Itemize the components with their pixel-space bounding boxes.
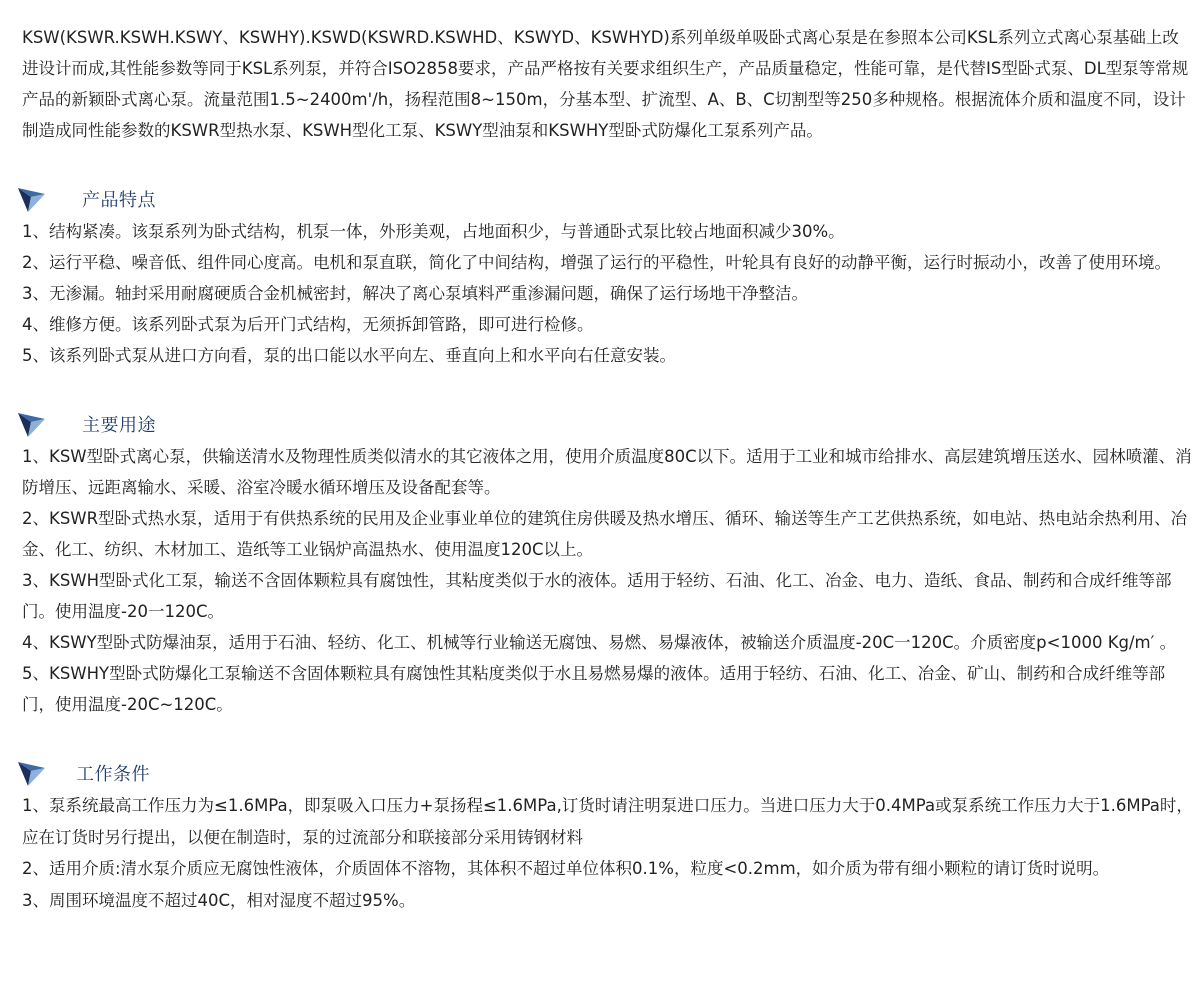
- list-item: 3、KSWH型卧式化工泵，输送不含固体颗粒具有腐蚀性，其粘度类似于水的液体。适用于轻纺、石油、化工、冶金、电力、造纸、食品、制药和合成纤维等部门。使用温度-20一120C。: [22, 571, 1172, 621]
- list-item: 2、KSWR型卧式热水泵，适用于有供热系统的民用及企业事业单位的建筑住房供暖及热水增压、循环、输送等生产工艺供热系统，如电站、热电站余热利用、冶金、化工、纺织、木材加工、造纸等工业锅炉高温热水、使用温度120C以上。: [22, 509, 1188, 559]
- list-item: 4、维修方便。该系列卧式泵为后开门式结构，无须拆卸管路，即可进行检修。: [22, 315, 594, 334]
- features-list: [22, 216, 1194, 371]
- arrow-pointer-icon: [16, 409, 46, 439]
- list-item: 1、泵系统最高工作压力为≤1.6MPa，即泵吸入口压力+泵扬程≤1.6MPa,订货时请注明泵进口压力。当进口压力大于0.4MPa或泵系统工作压力大于1.6MPa时，应在订货时另行提出，以便在制造时，泵的过流部分和联接部分采用铸钢材料: [22, 796, 1193, 847]
- section-title-features: 产品特点: [82, 190, 156, 211]
- list-item: 3、无渗漏。轴封采用耐腐硬质合金机械密封，解决了离心泵填料严重渗漏问题，确保了运行场地干净整洁。: [22, 284, 808, 303]
- list-item: 2、适用介质:清水泵介质应无腐蚀性液体，介质固体不溶物，其体积不超过单位体积0.1%，粒度<0.2mm，如介质为带有细小颗粒的请订货时说明。: [22, 859, 1110, 878]
- list-item: 1、KSW型卧式离心泵，供输送清水及物理性质类似清水的其它液体之用，使用介质温度80C以下。适用于工业和城市给排水、高层建筑增压送水、园林喷灌、消防增压、远距离输水、采暖、浴室冷暖水循环增压及设备配套等。: [22, 447, 1192, 497]
- list-item: 2、运行平稳、噪音低、组件同心度高。电机和泵直联，简化了中间结构，增强了运行的平稳性，叶轮具有良好的动静平衡，运行时振动小，改善了使用环境。: [22, 253, 1171, 272]
- list-item: 4、KSWY型卧式防爆油泵，适用于石油、轻纺、化工、机械等行业输送无腐蚀、易燃、易爆液体，被输送介质温度-20C一120C。介质密度p<1000 Kg/m′ 。: [22, 633, 1177, 652]
- list-item: 1、结构紧凑。该泵系列为卧式结构，机泵一体，外形美观，占地面积少，与普通卧式泵比较占地面积减少30%。: [22, 222, 845, 241]
- section-title-conditions: 工作条件: [76, 764, 150, 785]
- uses-list: [22, 441, 1194, 720]
- section-header-conditions: [22, 756, 1194, 790]
- arrow-pointer-icon: [16, 758, 46, 788]
- section-header-uses: [22, 407, 1194, 441]
- section-header-features: [22, 182, 1194, 216]
- intro-paragraph: KSW(KSWR.KSWH.KSWY、KSWHY).KSWD(KSWRD.KSWHD、KSWYD、KSWHYD)系列单级单吸卧式离心泵是在参照本公司KSL系列立式离心泵基础上改进设计而成,其性能参数等同于KSL系列泵，并符合ISO2858要求，产品严格按有关要求组织生产，产品质量稳定，性能可靠，是代替IS型卧式泵、DL型泵等常规产品的新颖卧式离心泵。流量范围1.5~2400m'/h，扬程范围8~150m，分基本型、扩流型、A、B、C切割型等250多种规格。根据流体介质和温度不同，设计制造成同性能参数的KSWR型热水泵、KSWH型化工泵、KSWY型油泵和KSWHY型卧式防爆化工泵系列产品。: [22, 28, 1189, 140]
- section-title-uses: 主要用途: [82, 415, 156, 436]
- list-item: 3、周围环境温度不超过40C，相对湿度不超过95%。: [22, 890, 416, 910]
- arrow-pointer-icon: [16, 184, 46, 214]
- list-item: 5、该系列卧式泵从进口方向看，泵的出口能以水平向左、垂直向上和水平向右任意安装。: [22, 346, 676, 365]
- conditions-list: [22, 790, 1194, 916]
- list-item: 5、KSWHY型卧式防爆化工泵输送不含固体颗粒具有腐蚀性其粘度类似于水且易燃易爆的液体。适用于轻纺、石油、化工、冶金、矿山、制药和合成纤维等部门，使用温度-20C~120C。: [22, 664, 1166, 714]
